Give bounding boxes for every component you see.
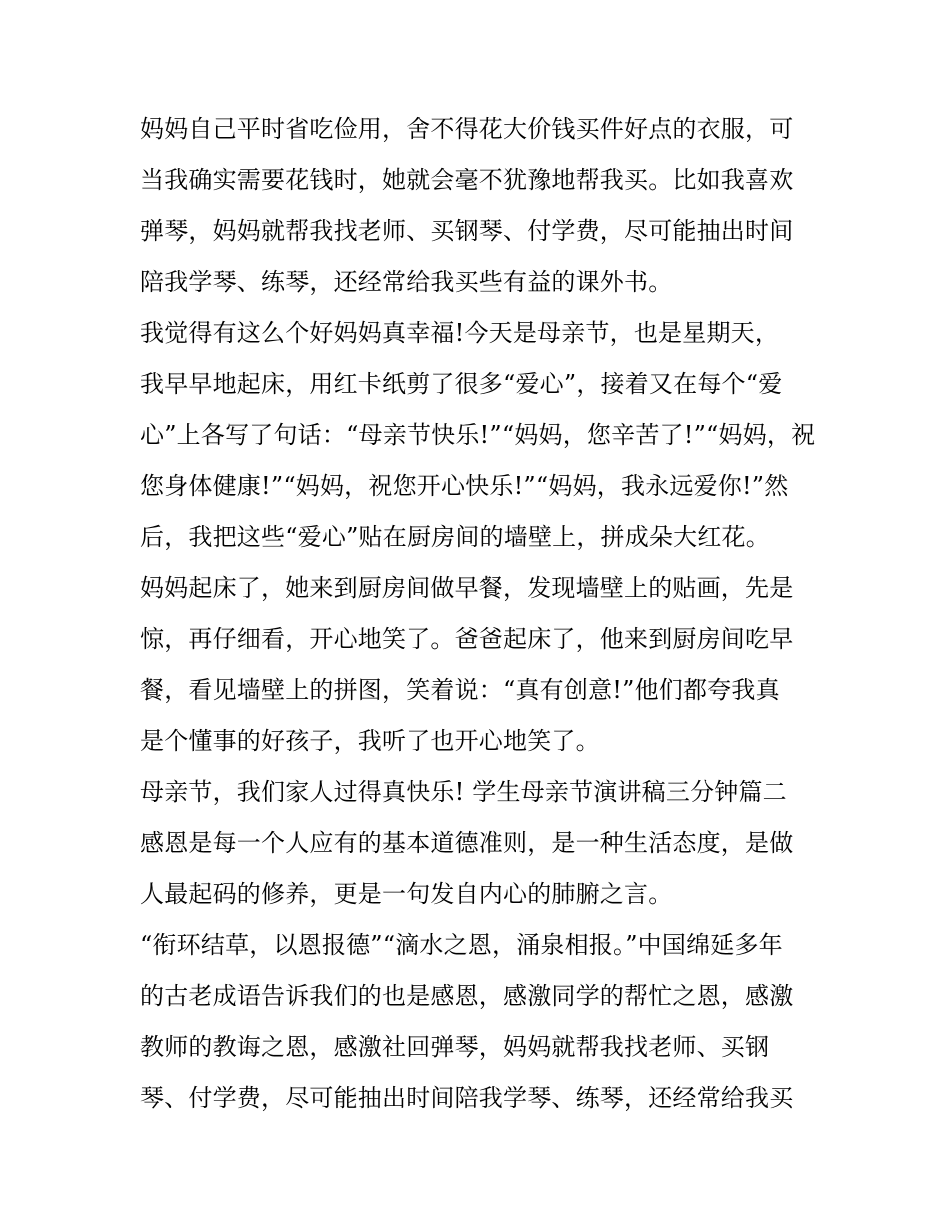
text-line: 我早早地起床，用红卡纸剪了很多“爱心”，接着又在每个“爱 (140, 370, 783, 398)
text-line: 母亲节，我们家人过得真快乐! 学生母亲节演讲稿三分钟篇二 (140, 778, 787, 806)
text-line: 的古老成语告诉我们的也是感恩，感激同学的帮忙之恩，感激 (140, 982, 794, 1010)
text-line: 陪我学琴、练琴，还经常给我买些有益的课外书。 (140, 268, 673, 296)
text-line: 餐，看见墙壁上的拼图，笑着说：“真有创意!”他们都夸我真 (140, 676, 780, 704)
text-line: 妈妈起床了，她来到厨房间做早餐，发现墙壁上的贴画，先是 (140, 574, 794, 602)
text-line: 当我确实需要花钱时，她就会毫不犹豫地帮我买。比如我喜欢 (140, 166, 794, 194)
text-line: 弹琴，妈妈就帮我找老师、买钢琴、付学费，尽可能抽出时间 (140, 217, 794, 245)
text-line: 惊，再仔细看，开心地笑了。爸爸起床了，他来到厨房间吃早 (140, 625, 794, 653)
text-line: 琴、付学费，尽可能抽出时间陪我学琴、练琴，还经常给我买 (140, 1084, 794, 1112)
text-line: 心”上各写了句话：“母亲节快乐!”“妈妈，您辛苦了!”“妈妈，祝 (140, 421, 816, 449)
text-line: “衔环结草，以恩报德”“滴水之恩，涌泉相报。”中国绵延多年 (140, 931, 783, 959)
text-line: 我觉得有这么个好妈妈真幸福!今天是母亲节，也是星期天， (140, 319, 780, 347)
text-line: 教师的教诲之恩，感激社回弹琴，妈妈就帮我找老师、买钢 (140, 1033, 770, 1061)
text-line: 人最起码的修养，更是一句发自内心的肺腑之言。 (140, 880, 673, 908)
text-line: 后，我把这些“爱心”贴在厨房间的墙壁上，拼成朵大红花。 (140, 523, 770, 551)
text-line: 是个懂事的好孩子，我听了也开心地笑了。 (140, 727, 600, 755)
text-line: 您身体健康!”“妈妈，祝您开心快乐!”“妈妈，我永远爱你!”然 (140, 472, 789, 500)
text-line: 妈妈自己平时省吃俭用，舍不得花大价钱买件好点的衣服，可 (140, 115, 794, 143)
text-line: 感恩是每一个人应有的基本道德准则，是一种生活态度，是做 (140, 829, 794, 857)
